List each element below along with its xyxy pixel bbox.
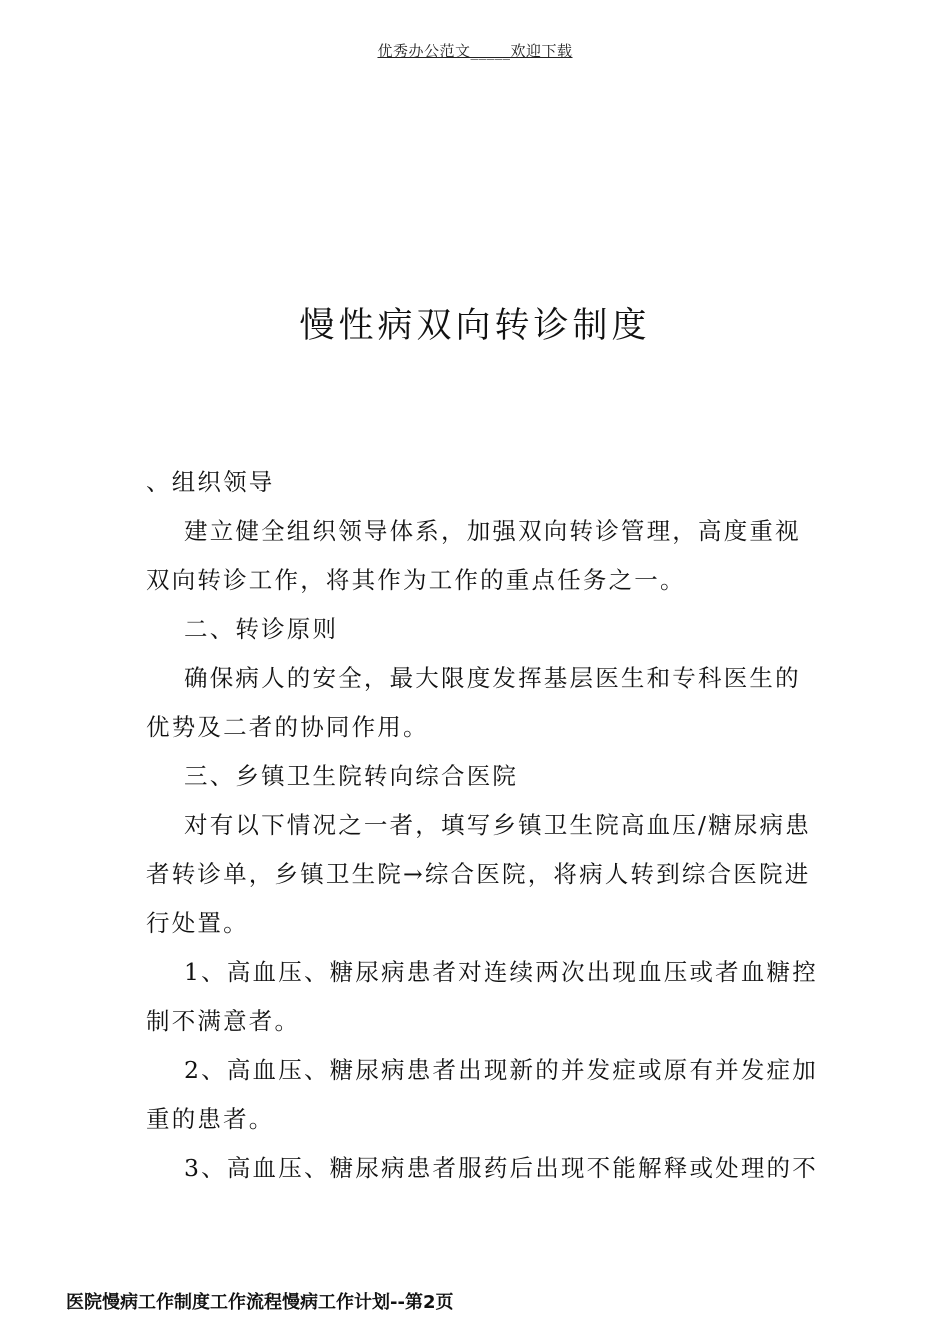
list-item-2: 2、高血压、糖尿病患者出现新的并发症或原有并发症加重的患者。 bbox=[146, 1056, 818, 1133]
page-header: 优秀办公范文_____欢迎下载 bbox=[377, 42, 573, 60]
document-body bbox=[146, 458, 818, 1193]
list-item-3: 3、高血压、糖尿病患者服药后出现不能解释或处理的不 bbox=[184, 1154, 818, 1182]
list-item-1: 1、高血压、糖尿病患者对连续两次出现血压或者血糖控制不满意者。 bbox=[146, 958, 818, 1035]
paragraph-principles: 确保病人的安全，最大限度发挥基层医生和专科医生的优势及二者的协同作用。 bbox=[146, 664, 801, 741]
paragraph-organization: 建立健全组织领导体系，加强双向转诊管理，高度重视双向转诊工作，将其作为工作的重点任务之一。 bbox=[146, 517, 801, 594]
paragraph-referral: 对有以下情况之一者，填写乡镇卫生院高血压/糖尿病患者转诊单，乡镇卫生院→综合医院，将病人转到综合医院进行处置。 bbox=[146, 811, 811, 937]
section-heading-principles: 二、转诊原则 bbox=[184, 615, 339, 643]
section-heading-organization: 、组织领导 bbox=[146, 468, 275, 496]
page-footer: 医院慢病工作制度工作流程慢病工作计划--第2页 bbox=[66, 1292, 454, 1313]
document-title: 慢性病双向转诊制度 bbox=[299, 306, 651, 346]
section-heading-referral: 三、乡镇卫生院转向综合医院 bbox=[184, 762, 519, 790]
